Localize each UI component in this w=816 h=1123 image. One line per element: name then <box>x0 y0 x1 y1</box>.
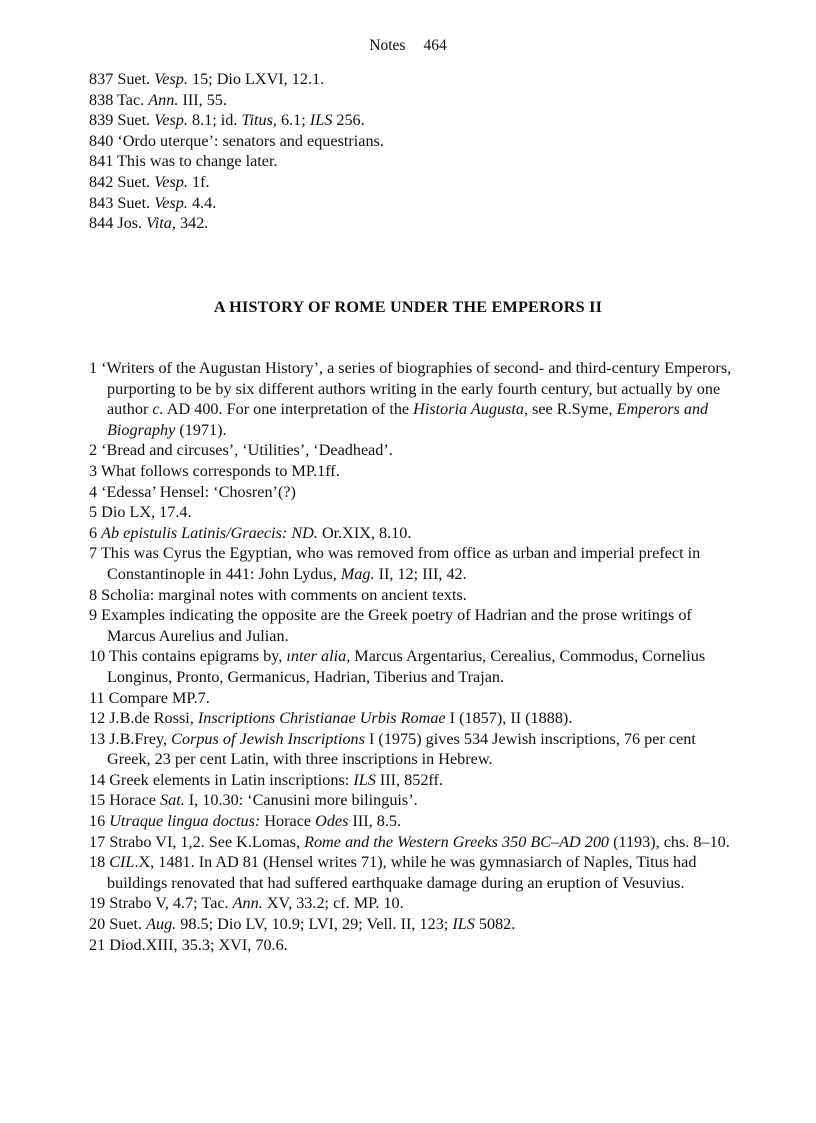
note-840 <box>89 131 739 152</box>
note-3 <box>89 461 739 482</box>
note-italic-text: Sat. <box>160 791 185 810</box>
note-text: II, 12; III, 42. <box>374 564 467 583</box>
note-italic-text: ILS <box>353 770 376 789</box>
note-number: 838 <box>89 90 114 109</box>
note-16 <box>89 811 739 832</box>
note-italic-text: Vita, <box>146 214 176 233</box>
running-head <box>0 36 816 56</box>
note-text: 98.5; Dio LV, 10.9; LVI, 29; Vell. II, 123; <box>176 915 453 934</box>
note-12 <box>89 708 739 729</box>
note-text: I (1857), II (1888). <box>445 709 573 728</box>
note-18 <box>89 852 739 893</box>
note-text: III, 852ff. <box>375 770 443 789</box>
note-text: ‘Writers of the Augustan History’, a series of biographies of second- and third-century Emperors, purporting to be by six different authors writing in the early fourth century, but actually by one author <box>101 359 732 419</box>
note-text: Dio LX, 17.4. <box>101 503 192 522</box>
note-text: This contains epigrams by, <box>108 647 287 666</box>
note-text: I, 10.30: ‘Canusini more bilinguis’. <box>184 791 418 810</box>
note-number: 841 <box>89 152 114 171</box>
note-21 <box>89 935 739 956</box>
note-text: 256. <box>332 111 365 130</box>
note-10 <box>89 646 739 687</box>
note-text: What follows corresponds to MP.1ff. <box>100 461 340 480</box>
note-text: Marcus Argentarius, Cerealius, Commodus, Cornelius Longinus, Pronto, Germanicus, Hadrian, Tiberius and Trajan. <box>107 647 706 686</box>
note-text: Greek elements in Latin inscriptions: <box>109 770 354 789</box>
note-italic-text: ILS <box>452 915 475 934</box>
note-844 <box>89 213 739 234</box>
note-841 <box>89 151 739 172</box>
note-text: III, 55. <box>178 90 227 109</box>
note-text: Suet. <box>117 111 155 130</box>
note-text: see R.Syme, <box>528 400 617 419</box>
note-text: Strabo VI, 1,2. See K.Lomas, <box>109 832 305 851</box>
note-italic-text: c. <box>152 400 164 419</box>
note-italic-text: Titus, <box>241 111 277 130</box>
note-italic-text: Ab epistulis Latinis/Graecis: ND. <box>101 523 318 542</box>
note-text: 5082. <box>474 915 516 934</box>
note-italic-text: Vesp. <box>154 111 188 130</box>
note-number: 7 <box>89 544 98 563</box>
note-text: Suet. <box>117 172 155 191</box>
note-text: Compare MP.7. <box>108 688 210 707</box>
note-text: (1971). <box>175 420 227 439</box>
note-text: (1193), chs. 8–10. <box>609 832 730 851</box>
note-number: 15 <box>89 791 106 810</box>
note-text: AD 400. For one interpretation of the <box>163 400 414 419</box>
note-number: 840 <box>89 131 114 150</box>
note-text: Suet. <box>109 915 147 934</box>
note-17 <box>89 832 739 853</box>
note-text: 1f. <box>187 172 210 191</box>
note-number: 1 <box>89 359 98 377</box>
note-number: 839 <box>89 111 114 130</box>
section-heading: A HISTORY OF ROME UNDER THE EMPERORS II <box>213 298 603 316</box>
note-text: ‘Ordo uterque’: senators and equestrians. <box>117 131 384 150</box>
note-italic-text: Ann. <box>148 90 179 109</box>
note-text: This was to change later. <box>117 152 278 171</box>
note-842 <box>89 172 739 193</box>
note-number: 17 <box>89 832 106 851</box>
note-number: 19 <box>89 894 106 913</box>
note-text: This was Cyrus the Egyptian, who was removed from office as urban and imperial prefect in Constantinople in 441: John Lydus, <box>100 544 701 583</box>
note-text: Jos. <box>117 214 147 233</box>
note-837 <box>89 69 739 90</box>
note-text: I (1975) gives 534 Jewish inscriptions, 76 per cent Greek, 23 per cent Latin, with three inscriptions in Hebrew. <box>107 729 696 769</box>
note-text: ‘Edessa’ Hensel: ‘Chosren’(?) <box>101 482 296 501</box>
note-number: 12 <box>89 709 106 728</box>
notes-list-section <box>89 358 739 955</box>
note-italic-text: Historia Augusta, <box>413 400 528 419</box>
note-text: Suet. <box>117 70 155 88</box>
note-text: Examples indicating the opposite are the Greek poetry of Hadrian and the prose writings of Marcus Aurelius and Julian. <box>101 606 692 645</box>
note-text: 6.1; <box>276 111 310 130</box>
note-italic-text: Odes <box>315 812 349 831</box>
note-number: 10 <box>89 647 106 666</box>
note-number: 844 <box>89 214 114 233</box>
note-6 <box>89 523 739 544</box>
note-11 <box>89 688 739 709</box>
note-italic-text: Vesp. <box>154 193 188 212</box>
note-4 <box>89 482 739 503</box>
note-19 <box>89 893 739 914</box>
note-italic-text: Inscriptions Christianae Urbis Romae <box>197 709 446 728</box>
note-text: ‘Bread and circuses’, ‘Utilities’, ‘Deadhead’. <box>101 441 393 460</box>
note-number: 18 <box>89 853 106 872</box>
note-14 <box>89 770 739 791</box>
note-text: 4.4. <box>187 193 217 212</box>
note-text: Horace <box>109 791 161 810</box>
note-8 <box>89 585 739 606</box>
note-838 <box>89 90 739 111</box>
note-number: 11 <box>89 688 105 707</box>
note-italic-text: Rome and the Western Greeks 350 BC–AD 200 <box>304 832 610 851</box>
note-20 <box>89 914 739 935</box>
note-text: Suet. <box>117 193 155 212</box>
note-843 <box>89 193 739 214</box>
notes-list-previous-chapter <box>89 69 739 234</box>
note-text: Diod.XIII, 35.3; XVI, 70.6. <box>109 935 288 954</box>
page-number: 464 <box>423 37 447 54</box>
note-text: Or.XIX, 8.10. <box>317 523 412 542</box>
note-text: Scholia: marginal notes with comments on ancient texts. <box>101 585 467 604</box>
note-15 <box>89 790 739 811</box>
note-839 <box>89 110 739 131</box>
note-italic-text: CIL <box>109 853 135 872</box>
note-13 <box>89 729 739 770</box>
note-italic-text: ınter alia, <box>286 647 351 666</box>
note-italic-text: Corpus of Jewish Inscriptions <box>171 729 365 748</box>
note-text: .X, 1481. In AD 81 (Hensel writes 71), while he was gymnasiarch of Naples, Titus had buildings renovated that had suffered earthquake damage during an eruption of Vesuvius. <box>107 853 697 892</box>
note-number: 842 <box>89 172 114 191</box>
note-text: J.B.de Rossi, <box>109 709 198 728</box>
note-number: 14 <box>89 770 106 789</box>
note-number: 837 <box>89 70 114 88</box>
note-number: 843 <box>89 193 114 212</box>
note-text: Tac. <box>117 90 149 109</box>
note-italic-text: Utraque lingua doctus: <box>109 812 261 831</box>
note-text: Strabo V, 4.7; Tac. <box>109 894 233 913</box>
running-head-title: Notes <box>369 37 406 54</box>
note-number: 3 <box>89 461 98 480</box>
note-number: 21 <box>89 935 106 954</box>
note-2 <box>89 440 739 461</box>
note-italic-text: Vesp. <box>154 70 188 88</box>
note-9 <box>89 605 739 646</box>
note-italic-text: Mag. <box>340 564 375 583</box>
note-1 <box>89 358 739 440</box>
note-number: 13 <box>89 729 106 748</box>
note-number: 20 <box>89 915 106 934</box>
note-number: 4 <box>89 482 98 501</box>
note-number: 16 <box>89 812 106 831</box>
note-number: 6 <box>89 523 98 542</box>
note-7 <box>89 543 739 584</box>
note-italic-text: Aug. <box>146 915 177 934</box>
note-text: Horace <box>260 812 316 831</box>
note-5 <box>89 502 739 523</box>
note-italic-text: Ann. <box>232 894 263 913</box>
note-number: 2 <box>89 441 98 460</box>
note-text: 8.1; id. <box>187 111 242 130</box>
note-italic-text: Vesp. <box>154 172 188 191</box>
note-number: 8 <box>89 585 98 604</box>
note-italic-text: Emperors and Biography <box>107 400 709 439</box>
note-text: 342. <box>175 214 209 233</box>
note-text: XV, 33.2; cf. MP. 10. <box>262 894 404 913</box>
note-text: J.B.Frey, <box>109 729 172 748</box>
note-text: III, 8.5. <box>348 812 402 831</box>
note-number: 9 <box>89 606 98 625</box>
note-italic-text: ILS <box>309 111 333 130</box>
note-number: 5 <box>89 503 98 522</box>
note-text: 15; Dio LXVI, 12.1. <box>187 70 325 88</box>
